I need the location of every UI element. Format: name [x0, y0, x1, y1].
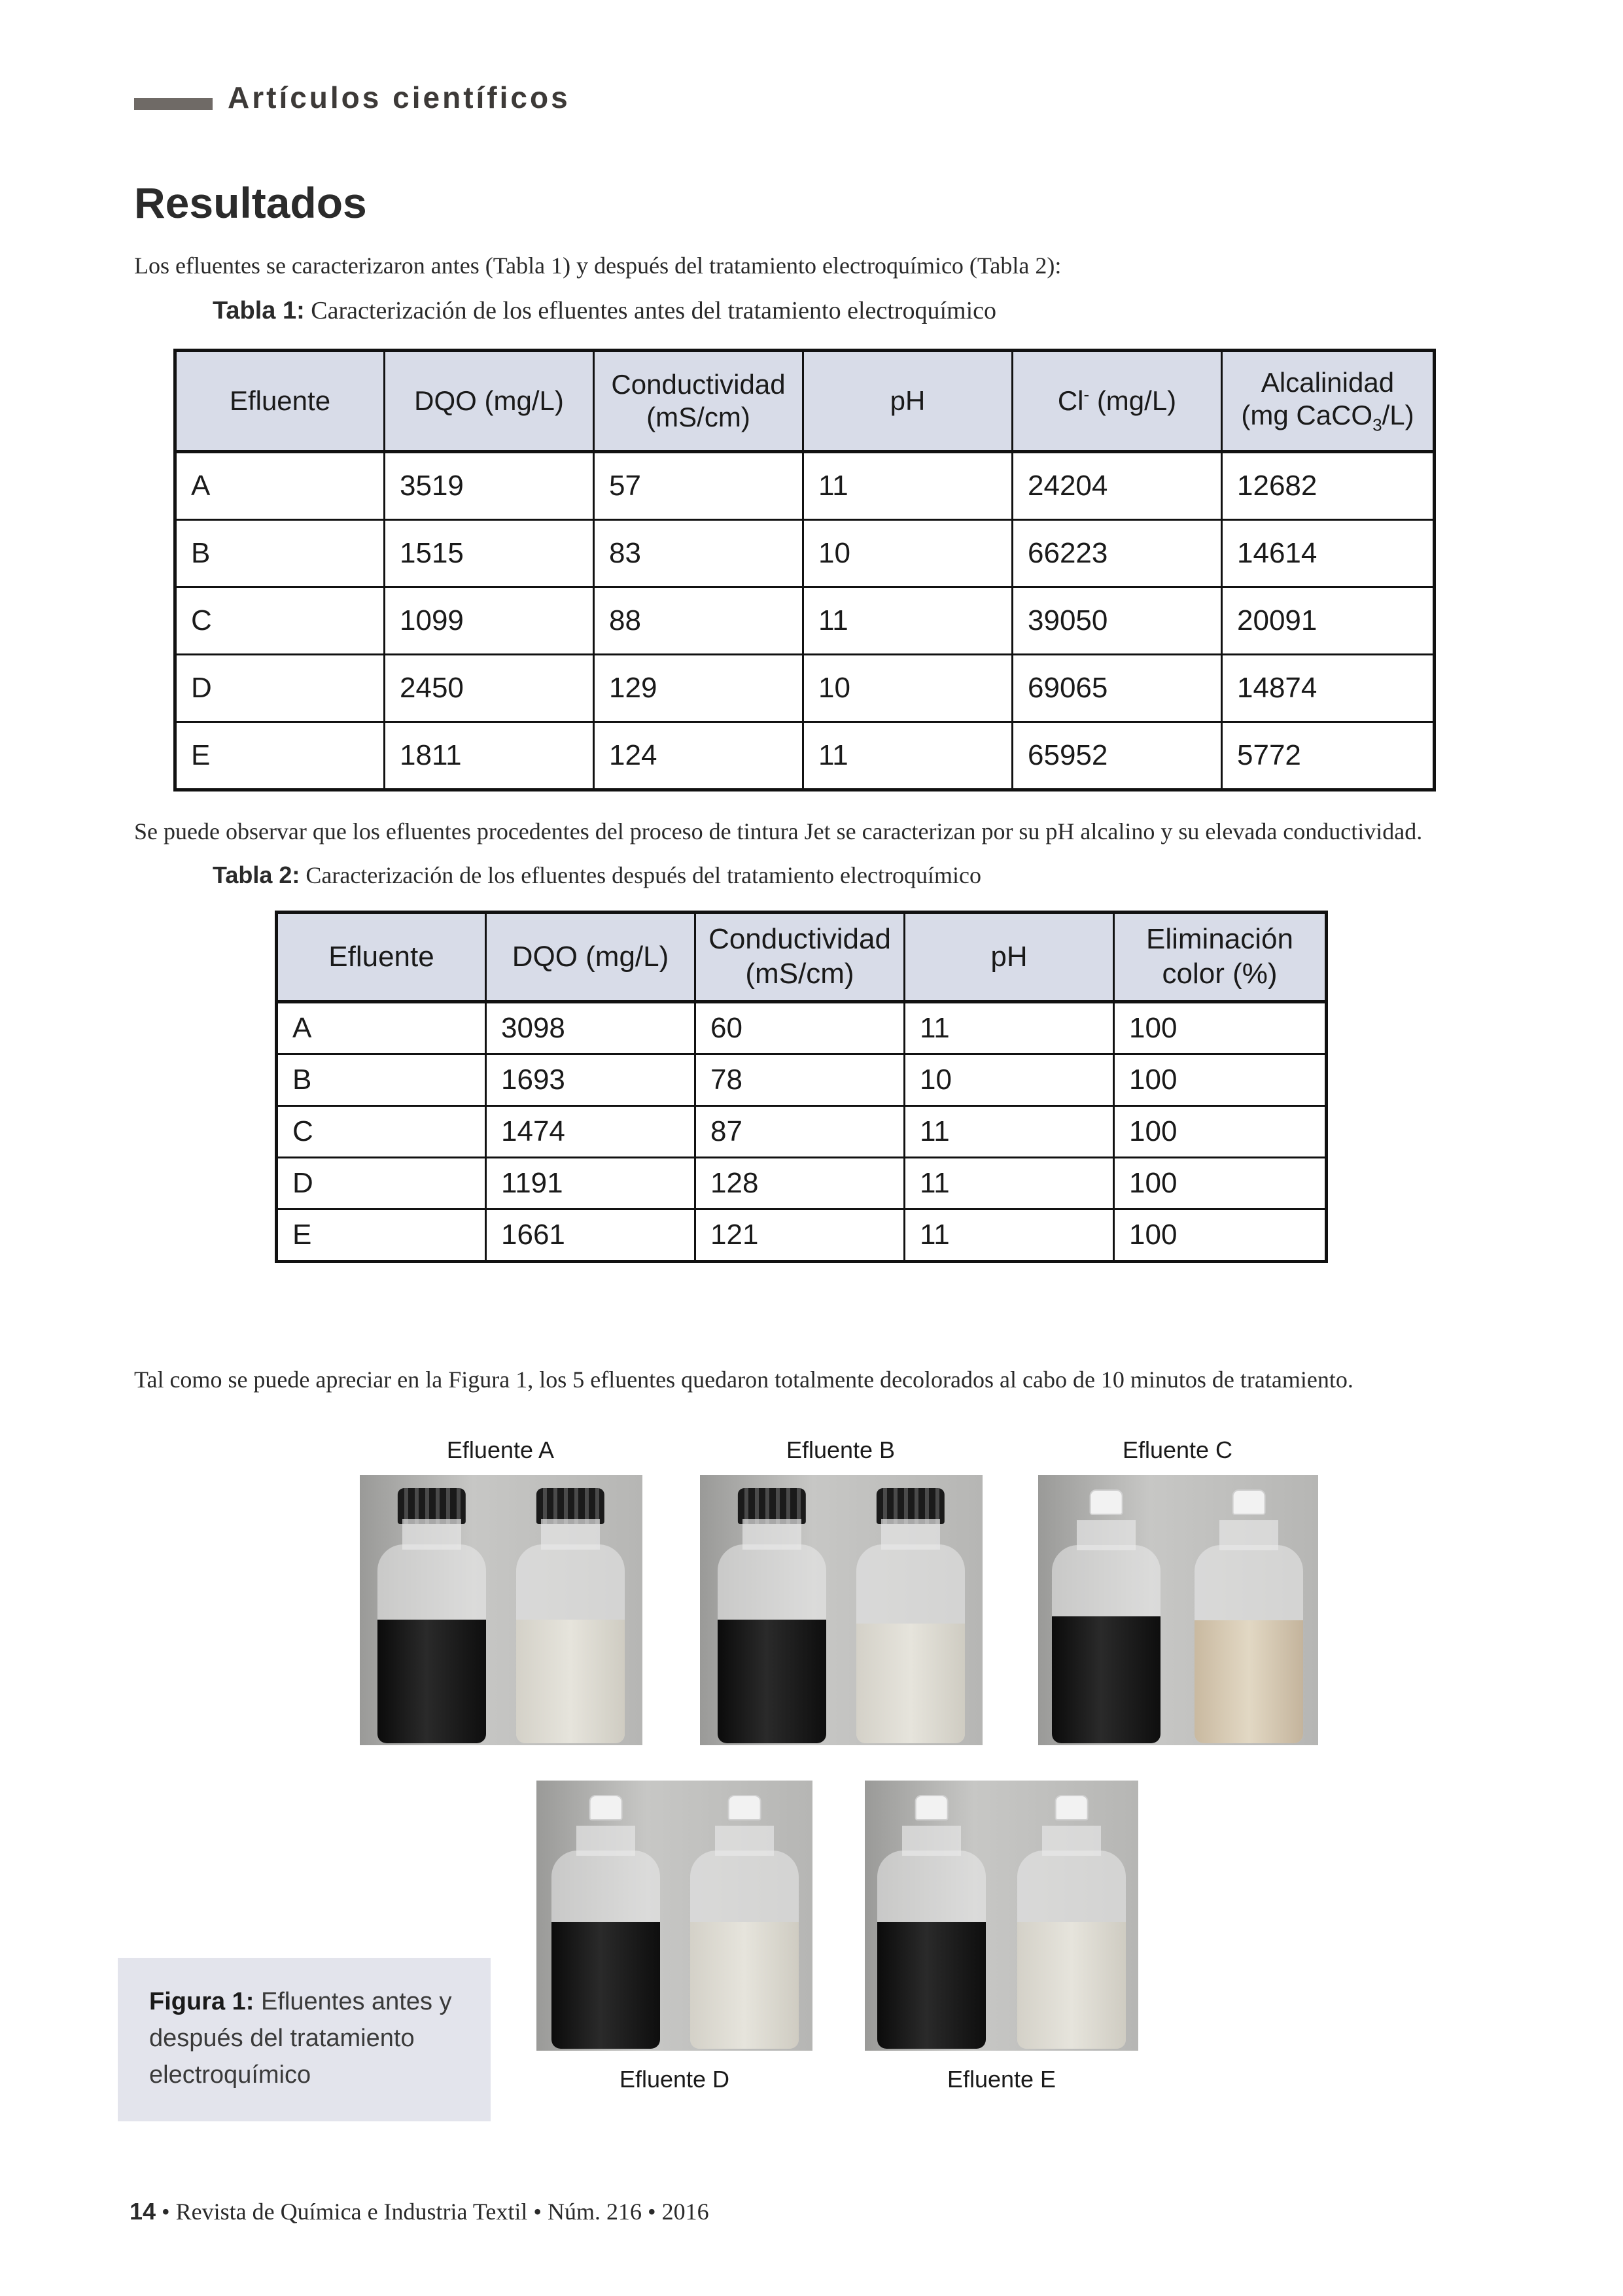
table-cell: 14874	[1222, 655, 1435, 722]
section-marker-bar	[134, 98, 213, 110]
bottle-before-b	[713, 1488, 831, 1743]
table-cell: 129	[594, 655, 803, 722]
table2-caption	[213, 861, 981, 889]
table-cell: 1474	[486, 1106, 695, 1158]
table1-col-cond-line2: (mS/cm)	[646, 402, 750, 432]
photo-label-efluente-a: Efluente A	[446, 1436, 555, 1463]
photo-efluente-b	[700, 1475, 983, 1745]
bottle-before-d	[547, 1795, 665, 2049]
figure-intro-paragraph: Tal como se puede apreciar en la Figura 1, los 5 efluentes quedaron totalmente decolorados al cabo de 10 minutos de tratamiento.	[134, 1366, 1353, 1393]
table-cell: 20091	[1222, 587, 1435, 655]
photo-label-efluente-d: Efluente D	[619, 2066, 730, 2093]
table-cell: 1661	[486, 1209, 695, 1262]
table-row	[175, 587, 1435, 655]
table1	[173, 349, 1436, 791]
table-cell: 66223	[1013, 520, 1222, 587]
table-cell: 88	[594, 587, 803, 655]
table-cell: 11	[803, 452, 1013, 520]
section-label: Artículos científicos	[228, 80, 570, 114]
figure-caption-label: Figura 1:	[149, 1988, 254, 2015]
table-cell: 78	[695, 1054, 905, 1106]
bottle-after-c	[1190, 1489, 1308, 1743]
table-cell: 100	[1114, 1106, 1327, 1158]
table-row	[175, 520, 1435, 587]
table1-label: Tabla 1:	[213, 297, 305, 324]
table-cell: 124	[594, 722, 803, 790]
table-cell: 24204	[1013, 452, 1222, 520]
photo-efluente-c	[1038, 1475, 1318, 1745]
table-cell: 12682	[1222, 452, 1435, 520]
bottle-after-a	[512, 1488, 629, 1743]
table-row	[277, 1158, 1327, 1209]
table-cell: E	[175, 722, 385, 790]
table-cell: 100	[1114, 1002, 1327, 1054]
table-cell: 1693	[486, 1054, 695, 1106]
bottle-after-d	[686, 1795, 803, 2049]
table-cell: A	[175, 452, 385, 520]
table-cell: 1099	[385, 587, 594, 655]
bottle-before-c	[1047, 1489, 1165, 1743]
table-cell: D	[277, 1158, 486, 1209]
table-cell: 11	[905, 1158, 1114, 1209]
table-cell: 5772	[1222, 722, 1435, 790]
table-cell: 100	[1114, 1054, 1327, 1106]
table-cell: 57	[594, 452, 803, 520]
table-row	[175, 452, 1435, 520]
bottle-after-b	[852, 1488, 969, 1743]
table2-col-conductividad	[695, 913, 905, 1002]
figure-caption-text: Efluentes antes y después del tratamiento electroquímico	[149, 1988, 452, 2089]
photo-label-efluente-e: Efluente E	[947, 2066, 1056, 2093]
table2-col-dqo: DQO (mg/L)	[486, 913, 695, 1002]
table1-caption-text: Caracterización de los efluentes antes del tratamiento electroquímico	[311, 297, 996, 324]
journal-name: Revista de Química e Industria Textil	[175, 2199, 528, 2225]
table-cell: 11	[905, 1106, 1114, 1158]
table2-col-cond-line2: (mS/cm)	[745, 958, 854, 990]
photo-efluente-d	[536, 1781, 812, 2051]
page-footer: 14 • Revista de Química e Industria Textil • Núm. 216 • 2016	[130, 2198, 709, 2225]
table-cell: 65952	[1013, 722, 1222, 790]
table1-col-conductividad	[594, 351, 803, 452]
table-cell: 128	[695, 1158, 905, 1209]
table-cell: D	[175, 655, 385, 722]
table2-col-ph: pH	[905, 913, 1114, 1002]
table2-col-elim-line2: color (%)	[1162, 958, 1278, 990]
bottle-before-e	[873, 1795, 990, 2049]
page-heading: Resultados	[134, 179, 367, 227]
table-cell: 100	[1114, 1209, 1327, 1262]
bottle-after-e	[1013, 1795, 1130, 2049]
table-cell: 69065	[1013, 655, 1222, 722]
table-cell: 10	[905, 1054, 1114, 1106]
table-cell: 11	[803, 722, 1013, 790]
table-row	[277, 1106, 1327, 1158]
table-row	[175, 722, 1435, 790]
photo-label-efluente-c: Efluente C	[1122, 1436, 1233, 1463]
table-cell: 10	[803, 520, 1013, 587]
observation-paragraph: Se puede observar que los efluentes procedentes del proceso de tintura Jet se caracterizan por su pH alcalino y su elevada conductividad.	[134, 818, 1423, 844]
table1-col-cond-line1: Conductividad	[611, 368, 786, 400]
table-cell: 1811	[385, 722, 594, 790]
table-row	[175, 655, 1435, 722]
figure-caption	[149, 1983, 470, 2093]
table-cell: 3098	[486, 1002, 695, 1054]
table-cell: 2450	[385, 655, 594, 722]
table-row	[277, 1002, 1327, 1054]
table1-col-alcalinidad	[1222, 351, 1435, 452]
table-cell: 11	[905, 1209, 1114, 1262]
page-number: 14	[130, 2198, 156, 2225]
table1-col-ph: pH	[803, 351, 1013, 452]
table-row	[277, 1054, 1327, 1106]
intro-paragraph: Los efluentes se caracterizaron antes (Tabla 1) y después del tratamiento electroquímico (Tabla 2):	[134, 252, 1062, 279]
table2-caption-text: Caracterización de los efluentes después del tratamiento electroquímico	[305, 862, 981, 888]
table1-col-cloruro: Cl- (mg/L)	[1013, 351, 1222, 452]
table2-col-efluente: Efluente	[277, 913, 486, 1002]
table-cell: A	[277, 1002, 486, 1054]
table-cell: C	[175, 587, 385, 655]
table-cell: 87	[695, 1106, 905, 1158]
table-cell: 11	[803, 587, 1013, 655]
table-cell: C	[277, 1106, 486, 1158]
table2-col-eliminacion	[1114, 913, 1327, 1002]
table1-col-efluente: Efluente	[175, 351, 385, 452]
table-cell: 1515	[385, 520, 594, 587]
table-cell: 60	[695, 1002, 905, 1054]
table1-col-alk-line1: Alcalinidad	[1261, 367, 1395, 398]
table2-col-cond-line1: Conductividad	[708, 923, 891, 956]
table1-header-row	[175, 351, 1435, 452]
photo-efluente-a	[360, 1475, 642, 1745]
table2	[275, 911, 1328, 1263]
table-row	[277, 1209, 1327, 1262]
table-cell: 100	[1114, 1158, 1327, 1209]
table-cell: B	[277, 1054, 486, 1106]
table2-col-elim-line1: Eliminación	[1146, 923, 1293, 956]
table-cell: 83	[594, 520, 803, 587]
table-cell: 121	[695, 1209, 905, 1262]
table-cell: 1191	[486, 1158, 695, 1209]
table1-caption	[213, 296, 996, 325]
table1-col-alk-line2: (mg CaCO$_3$/L)	[1241, 400, 1414, 435]
year: 2016	[661, 2199, 709, 2225]
photo-label-efluente-b: Efluente B	[786, 1436, 896, 1463]
table-cell: 10	[803, 655, 1013, 722]
table2-header-row	[277, 913, 1327, 1002]
table1-col-dqo: DQO (mg/L)	[385, 351, 594, 452]
table-cell: E	[277, 1209, 486, 1262]
photo-efluente-e	[865, 1781, 1138, 2051]
table-cell: 14614	[1222, 520, 1435, 587]
table-cell: B	[175, 520, 385, 587]
table-cell: 39050	[1013, 587, 1222, 655]
table-cell: 11	[905, 1002, 1114, 1054]
table-cell: 3519	[385, 452, 594, 520]
table2-label: Tabla 2:	[213, 861, 300, 888]
issue-number: Núm. 216	[547, 2199, 642, 2225]
bottle-before-a	[373, 1488, 491, 1743]
